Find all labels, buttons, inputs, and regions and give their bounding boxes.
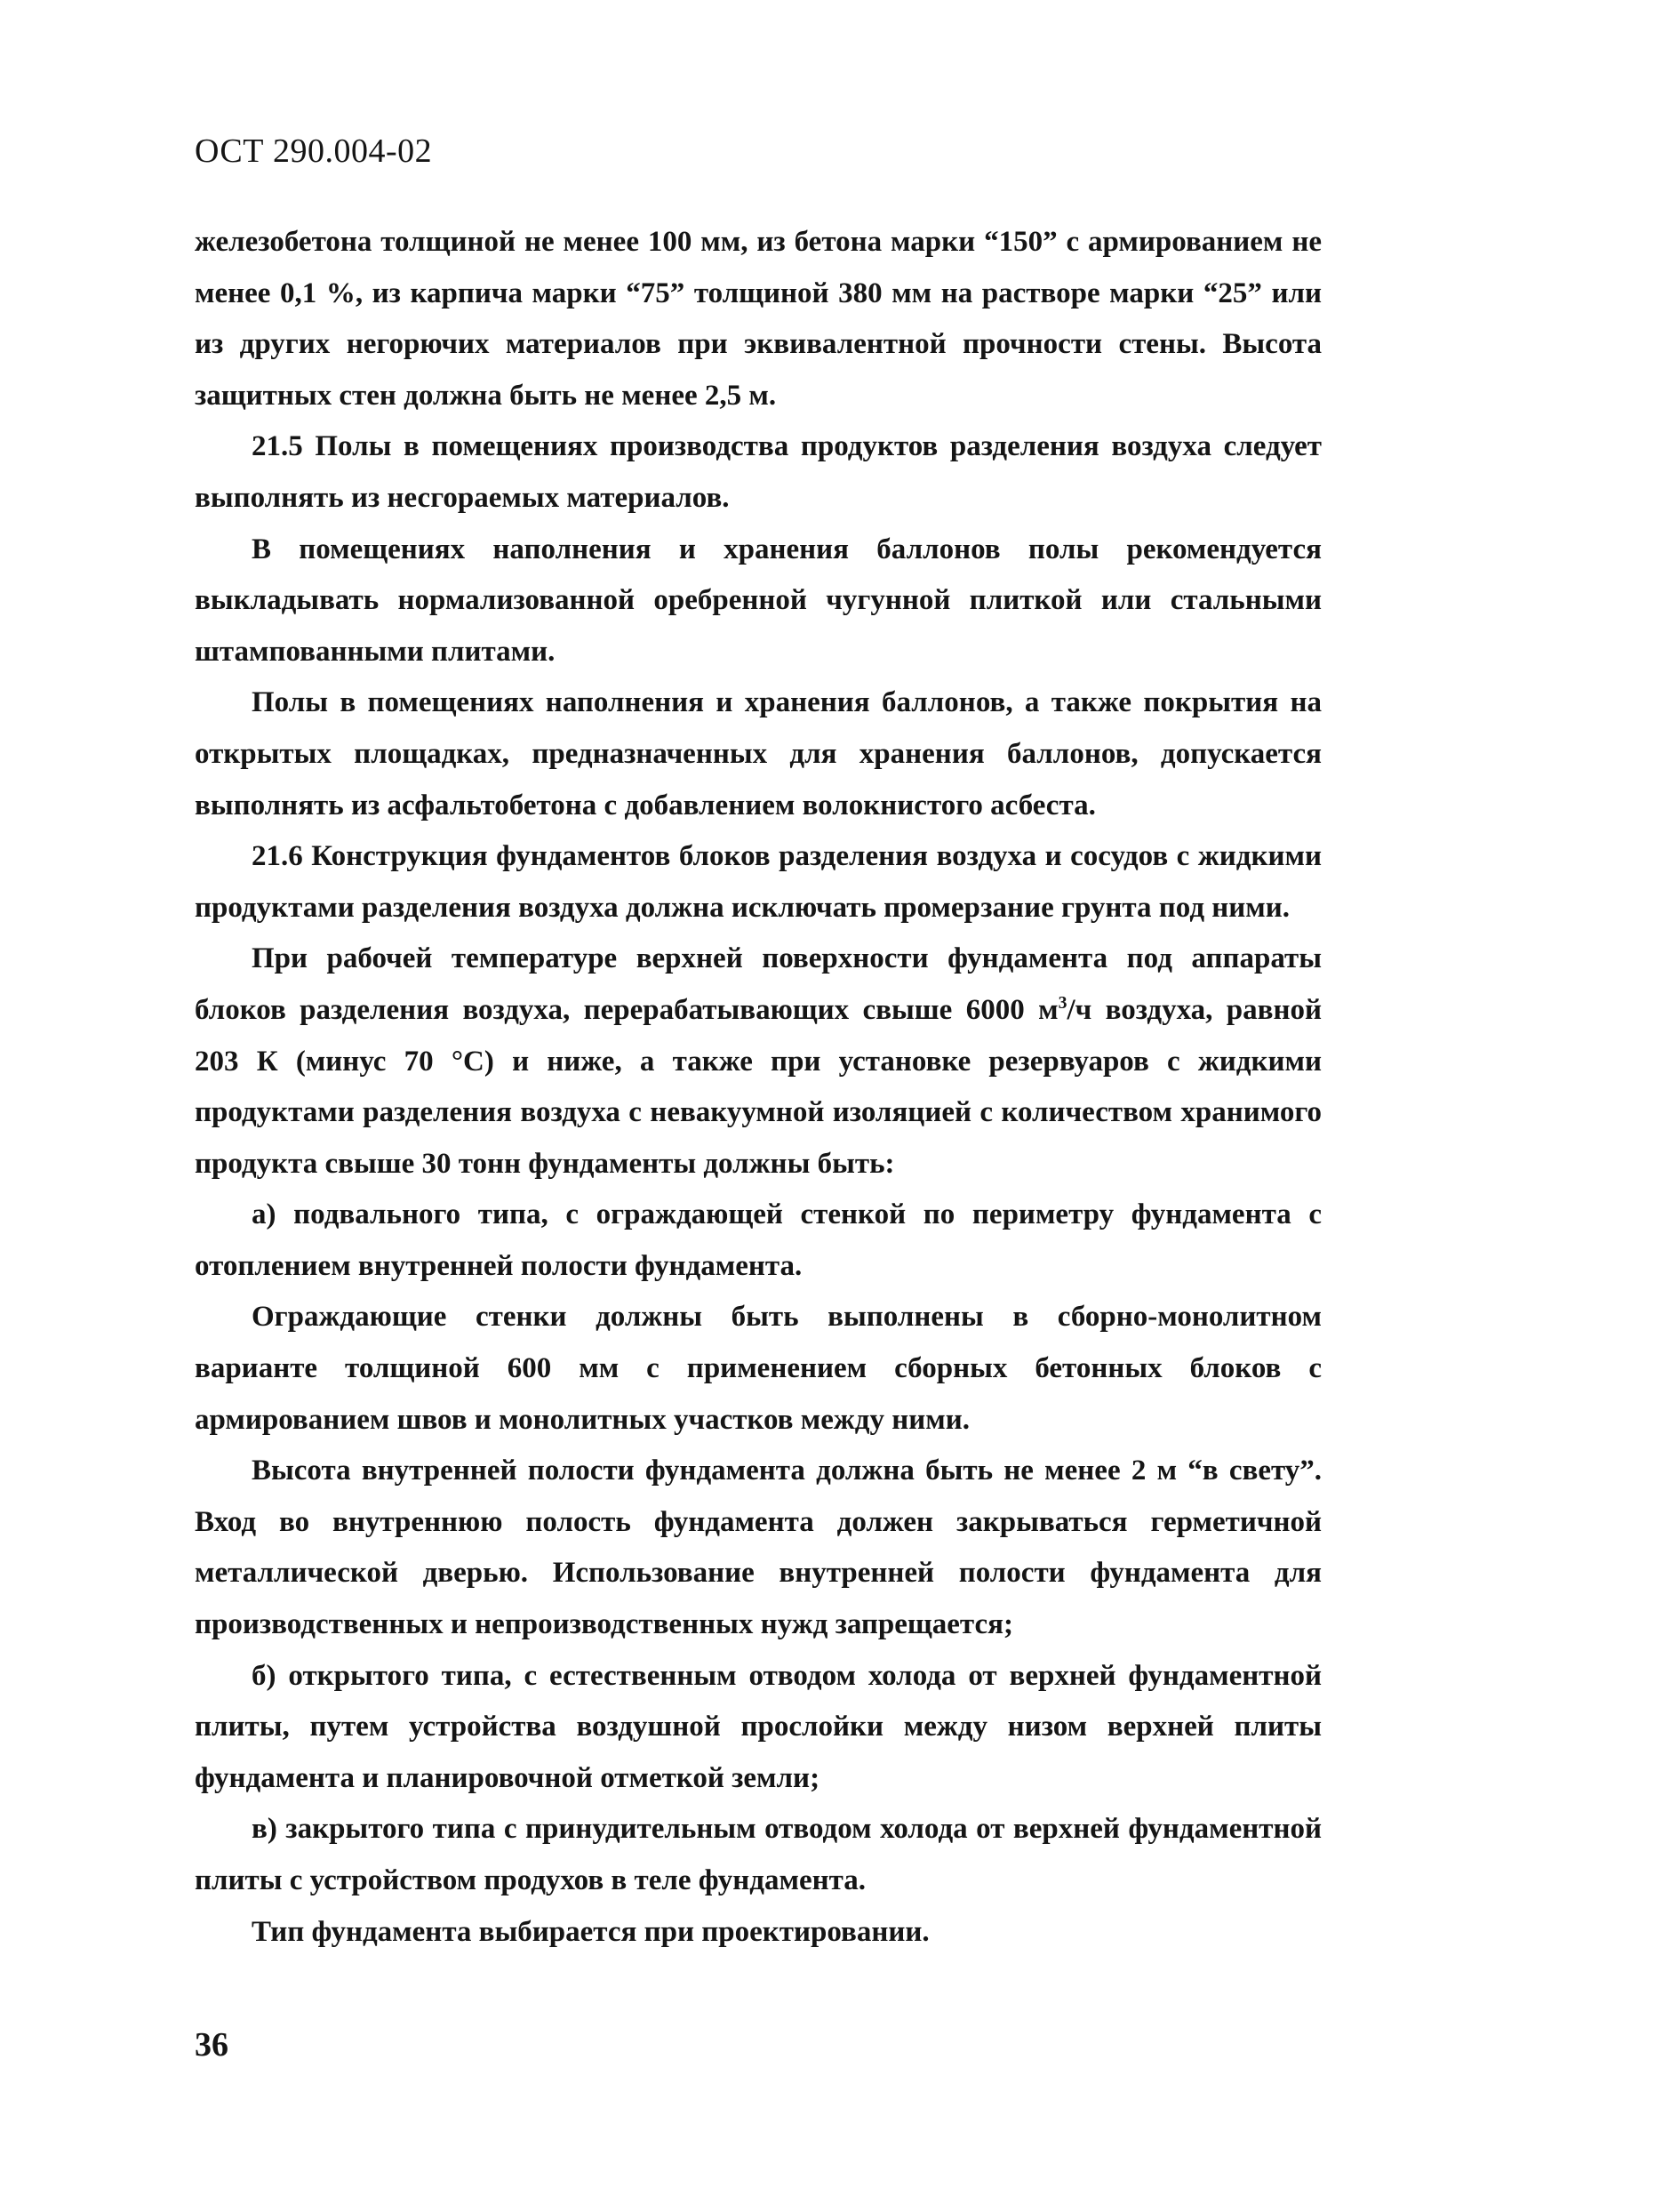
paragraph-21-5: 21.5 Полы в помещениях производства продуктов разделения воздуха следует выполнять из несгораемых материалов. [195, 430, 1322, 514]
page-number: 36 [195, 2026, 228, 2064]
document-header: ОСТ 290.004-02 [195, 132, 433, 170]
paragraph-21-6: 21.6 Конструкция фундаментов блоков разделения воздуха и сосудов с жидкими продуктами разделения воздуха должна исключать промерзание грунта под ними. [195, 840, 1322, 924]
document-body [195, 217, 1322, 1958]
list-item-b: б) открытого типа, с естественным отводом холода от верхней фундаментной плиты, путем устройства воздушной прослойки между низом верхней плиты фундамента и планировочной отметкой земли; [195, 1659, 1322, 1794]
paragraph-floor-recommendation: В помещениях наполнения и хранения баллонов полы рекомендуется выкладывать нормализованной оребренной чугунной плиткой или стальными штампованными плитами. [195, 533, 1322, 668]
paragraph-foundation-type: Тип фундамента выбирается при проектировании. [252, 1915, 930, 1948]
paragraph-foundation-conditions [195, 934, 1322, 1190]
paragraph-enclosing-walls: Ограждающие стенки должны быть выполнены в сборно-монолитном варианте толщиной 600 мм с применением сборных бетонных блоков с армированием швов и монолитных участков между ними. [195, 1301, 1322, 1436]
paragraph-asphalt-floors: Полы в помещениях наполнения и хранения баллонов, а также покрытия на открытых площадках, предназначенных для хранения баллонов, допускается выполнять из асфальтобетона с добавлением волокнистого асбеста. [195, 686, 1322, 821]
paragraph-foundation-conditions-start: При рабочей температуре верхней поверхности фундамента под аппараты блоков разделения воздуха, перерабатывающих свыше 6000 м [195, 942, 1322, 1026]
paragraph-continuation: железобетона толщиной не менее 100 мм, из бетона марки “150” с армированием не менее 0,1 %, из карпича марки “75” толщиной 380 мм на растворе марки “25” или из других негорючих материалов при эквивалентной прочности стены. Высота защитных стен должна быть не менее 2,5 м. [195, 226, 1322, 412]
paragraph-inner-cavity: Высота внутренней полости фундамента должна быть не менее 2 м “в свету”. Вход во внутреннюю полость фундамента должен закрываться герметичной металлической дверью. Использование внутренней полости фундамента для производственных и непроизводственных нужд запрещается; [195, 1455, 1322, 1641]
paragraph-foundation-conditions-end: /ч воздуха, равной 203 К (минус 70 °С) и ниже, а также при установке резервуаров с жидкими продуктами разделения воздуха с невакуумной изоляцией с количеством хранимого продукта свыше 30 тонн фундаменты должны быть: [195, 993, 1322, 1180]
list-item-c: в) закрытого типа с принудительным отводом холода от верхней фундаментной плиты с устройством продухов в теле фундамента. [195, 1813, 1322, 1896]
superscript-cube: 3 [1058, 992, 1067, 1013]
list-item-a: а) подвального типа, с ограждающей стенкой по периметру фундамента с отоплением внутренней полости фундамента. [195, 1198, 1322, 1282]
